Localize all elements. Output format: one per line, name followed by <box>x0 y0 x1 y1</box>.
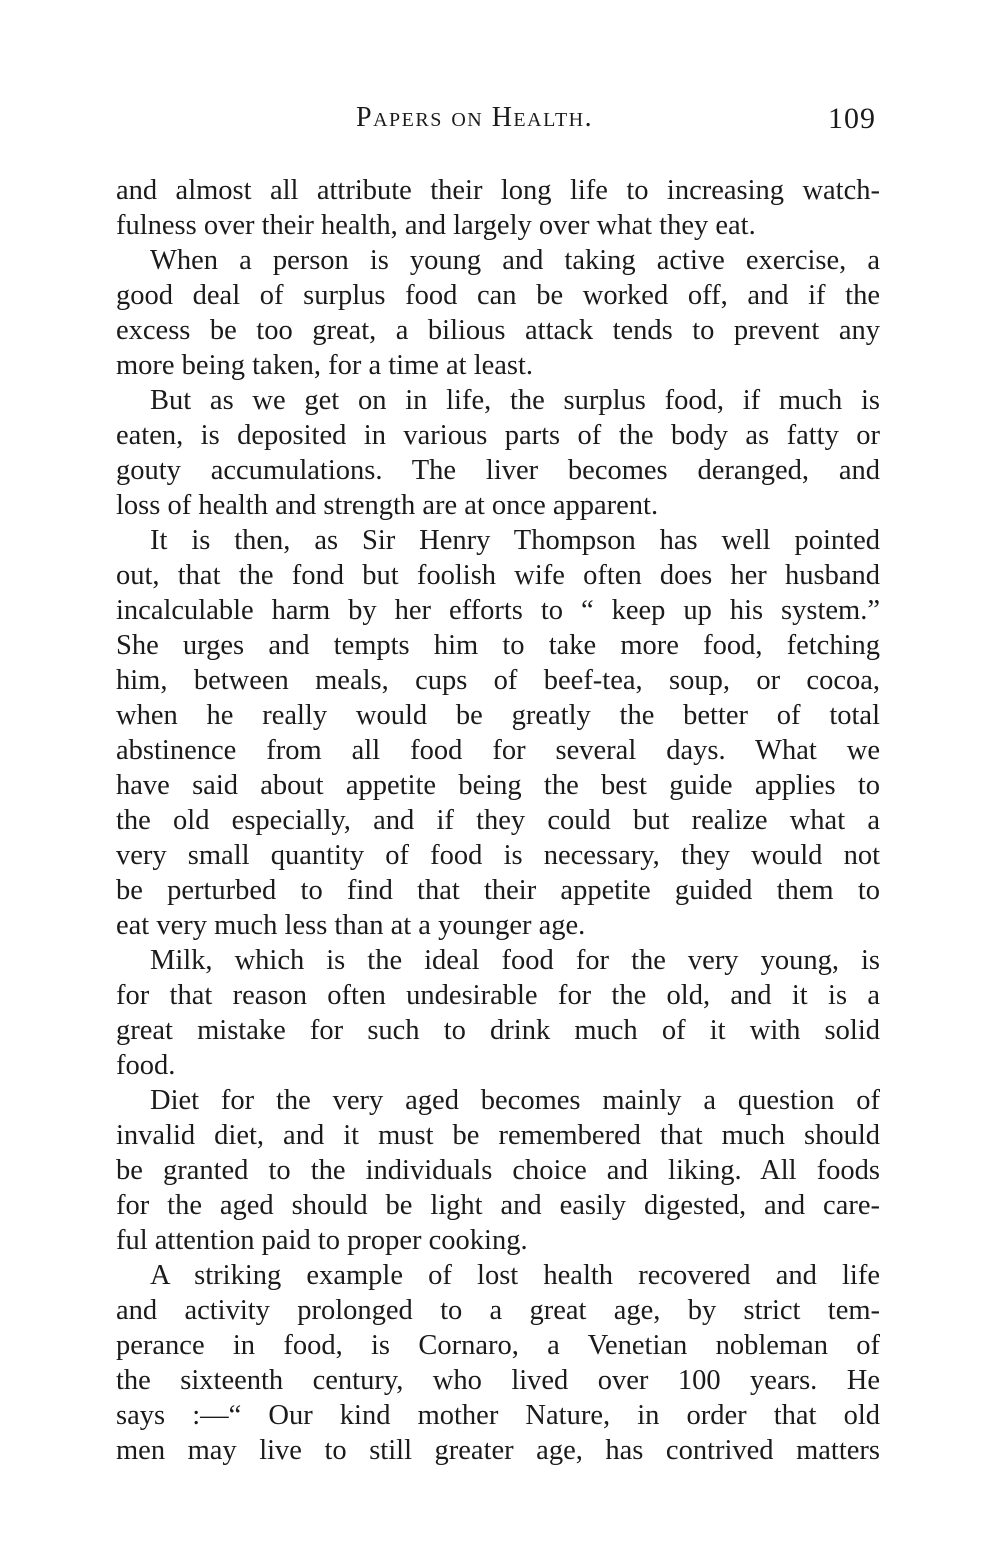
text-line: for that reason often undesirable for the old, and it is a <box>116 980 880 1011</box>
text-line: invalid diet, and it must be remembered that much should <box>116 1120 880 1151</box>
text-line: eaten, is deposited in various parts of the body as fatty or <box>116 420 880 451</box>
text-line: the old especially, and if they could but realize what a <box>116 805 880 836</box>
text-line: eat very much less than at a younger age. <box>116 910 586 941</box>
text-line: good deal of surplus food can be worked off, and if the <box>116 280 880 311</box>
text-line: loss of health and strength are at once apparent. <box>116 490 659 521</box>
text-line: the sixteenth century, who lived over 100 years. He <box>116 1365 880 1396</box>
body-text <box>116 173 880 1468</box>
paragraph-first-line: But as we get on in life, the surplus food, if much is <box>150 385 880 416</box>
text-line: She urges and tempts him to take more food, fetching <box>116 630 880 661</box>
paragraph-first-line: It is then, as Sir Henry Thompson has well pointed <box>150 525 880 556</box>
text-line: more being taken, for a time at least. <box>116 350 534 381</box>
text-line: when he really would be greatly the better of total <box>116 700 880 731</box>
text-line: ful attention paid to proper cooking. <box>116 1225 528 1256</box>
text-line: great mistake for such to drink much of it with solid <box>116 1015 880 1046</box>
text-line: perance in food, is Cornaro, a Venetian nobleman of <box>116 1330 880 1361</box>
paragraph-first-line: A striking example of lost health recovered and life <box>150 1260 880 1291</box>
text-line: food. <box>116 1050 176 1081</box>
text-line: and activity prolonged to a great age, by strict tem- <box>116 1295 880 1326</box>
text-line: him, between meals, cups of beef-tea, soup, or cocoa, <box>116 665 880 696</box>
text-line: gouty accumulations. The liver becomes deranged, and <box>116 455 880 486</box>
text-line: have said about appetite being the best guide applies to <box>116 770 880 801</box>
text-line: very small quantity of food is necessary, they would not <box>116 840 880 871</box>
text-line: incalculable harm by her efforts to “ keep up his system.” <box>116 595 880 626</box>
running-head: Papers on Health. <box>356 102 594 133</box>
text-line: out, that the fond but foolish wife often does her husband <box>116 560 880 591</box>
text-line: abstinence from all food for several days. What we <box>116 735 880 766</box>
text-line: says :—“ Our kind mother Nature, in order that old <box>116 1400 880 1431</box>
text-line: be perturbed to find that their appetite guided them to <box>116 875 880 906</box>
paragraph-first-line: Diet for the very aged becomes mainly a question of <box>150 1085 880 1116</box>
text-line: and almost all attribute their long life to increasing watch- <box>116 175 880 206</box>
paragraph-first-line: Milk, which is the ideal food for the very young, is <box>150 945 880 976</box>
text-line: men may live to still greater age, has contrived matters <box>116 1435 880 1466</box>
page-header <box>116 102 880 142</box>
text-line: excess be too great, a bilious attack tends to prevent any <box>116 315 880 346</box>
page-number: 109 <box>828 102 876 135</box>
text-line: for the aged should be light and easily digested, and care- <box>116 1190 880 1221</box>
text-line: fulness over their health, and largely over what they eat. <box>116 210 756 241</box>
text-line: be granted to the individuals choice and liking. All foods <box>116 1155 880 1186</box>
paragraph-first-line: When a person is young and taking active exercise, a <box>150 245 880 276</box>
